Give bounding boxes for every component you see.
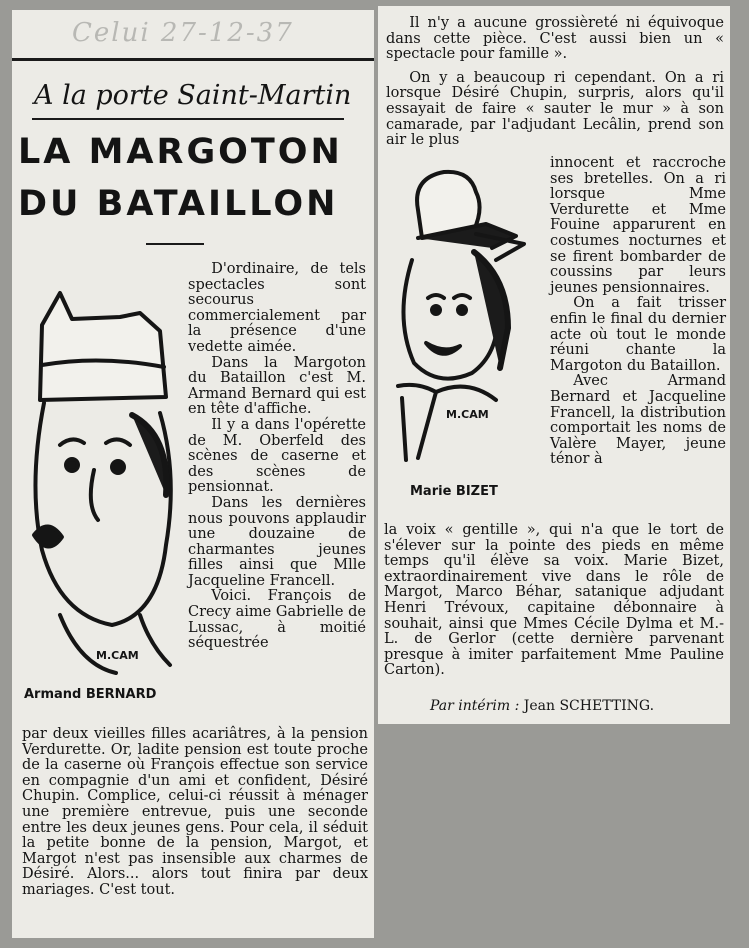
handwritten-date-note: Celui 27-12-37: [72, 18, 294, 48]
byline: [430, 698, 654, 714]
paragraph: On y a beaucoup ri cependant. On a ri lorsque Désiré Chupin, surpris, alors qu'il essayait de faire « sauter le mur » à son camarade, par l'adjudant Lecâlin, prend son air le plus: [386, 69, 724, 149]
right-top-text: [386, 16, 724, 149]
left-bottom-text: [22, 727, 368, 899]
artist-signature-left: M.CAM: [96, 649, 139, 662]
byline-prefix: Par intérim :: [430, 698, 524, 714]
paragraph: la voix « gentille », qui n'a que le tort de s'élever sur la pointe des pieds en même temps qu'il élève sa voix. Marie Bizet, extraordinairement vive dans le rôle de Margot, Marco Béhar, satanique adjudant Henri Trévoux, capitaine débonnaire à souhait, ainsi que Mmes Cécile Dylma et M.-L. de Gerlor (cette dernière parvenant presque à imiter parfaitement Mme Pauline Carton).: [384, 522, 724, 679]
right-mid-text: [550, 156, 726, 468]
left-column-text: [188, 262, 366, 652]
byline-name: Jean SCHETTING.: [523, 698, 655, 714]
caption-armand-bernard: Armand BERNARD: [24, 687, 157, 702]
marie-bizet-caricature: [388, 168, 538, 468]
headline-divider: [146, 243, 204, 245]
paragraph: D'ordinaire, de tels spectacles sont secourus commercialement par la présence d'une vedette aimée.: [188, 261, 366, 355]
paragraph: Avec Armand Bernard et Jacqueline Francell, la distribution comportait les noms de Valère Mayer, jeune ténor à: [550, 373, 726, 468]
paragraph: On a fait trisser enfin le final du dernier acte où tout le monde réuni chante la Margoton du Bataillon.: [550, 295, 726, 374]
headline-line-2: DU BATAILLON: [18, 184, 339, 224]
top-rule: [12, 58, 374, 61]
kicker: A la porte Saint-Martin: [34, 80, 352, 111]
paragraph: Il n'y a aucune grossièreté ni équivoque dans cette pièce. C'est aussi bien un « spectacle pour famille ».: [386, 15, 724, 63]
paragraph: Dans la Margoton du Bataillon c'est M. Armand Bernard qui est en tête d'affiche.: [188, 354, 366, 418]
paragraph: par deux vieilles filles acariâtres, à la pension Verdurette. Or, ladite pension est toute proche de la caserne où François effectue son service en compagnie d'un ami et confident, Désiré Chupin. Complice, celui-ci réussit à ménager une première entrevue, puis une seconde entre les deux jeunes gens. Pour cela, il séduit la petite bonne de la pension, Margot, et Margot n'est pas insensible aux charmes de Désiré. Alors... alors tout finira par deux mariages. C'est tout.: [22, 726, 368, 898]
caption-marie-bizet: Marie BIZET: [410, 484, 498, 499]
paragraph: innocent et raccroche ses bretelles. On a ri lorsque Mme Verdurette et Mme Fouine apparurent en costumes nocturnes et se firent bombarder de coussins par leurs jeunes pensionnaires.: [550, 155, 726, 296]
artist-signature-right: M.CAM: [446, 408, 489, 421]
kicker-underline: [32, 118, 344, 120]
headline-line-1: LA MARGOTON: [18, 132, 343, 172]
right-bottom-text: [384, 523, 724, 679]
paragraph: Il y a dans l'opérette de M. Oberfeld des scènes de caserne et des scènes de pensionnat.: [188, 416, 366, 496]
armand-bernard-caricature: [20, 285, 180, 675]
paragraph: Dans les dernières nous pouvons applaudir une douzaine de charmantes jeunes filles ainsi que Mlle Jacqueline Francell.: [188, 494, 366, 589]
paragraph: Voici. François de Crecy aime Gabrielle de Lussac, à moitié séquestrée: [188, 588, 366, 652]
